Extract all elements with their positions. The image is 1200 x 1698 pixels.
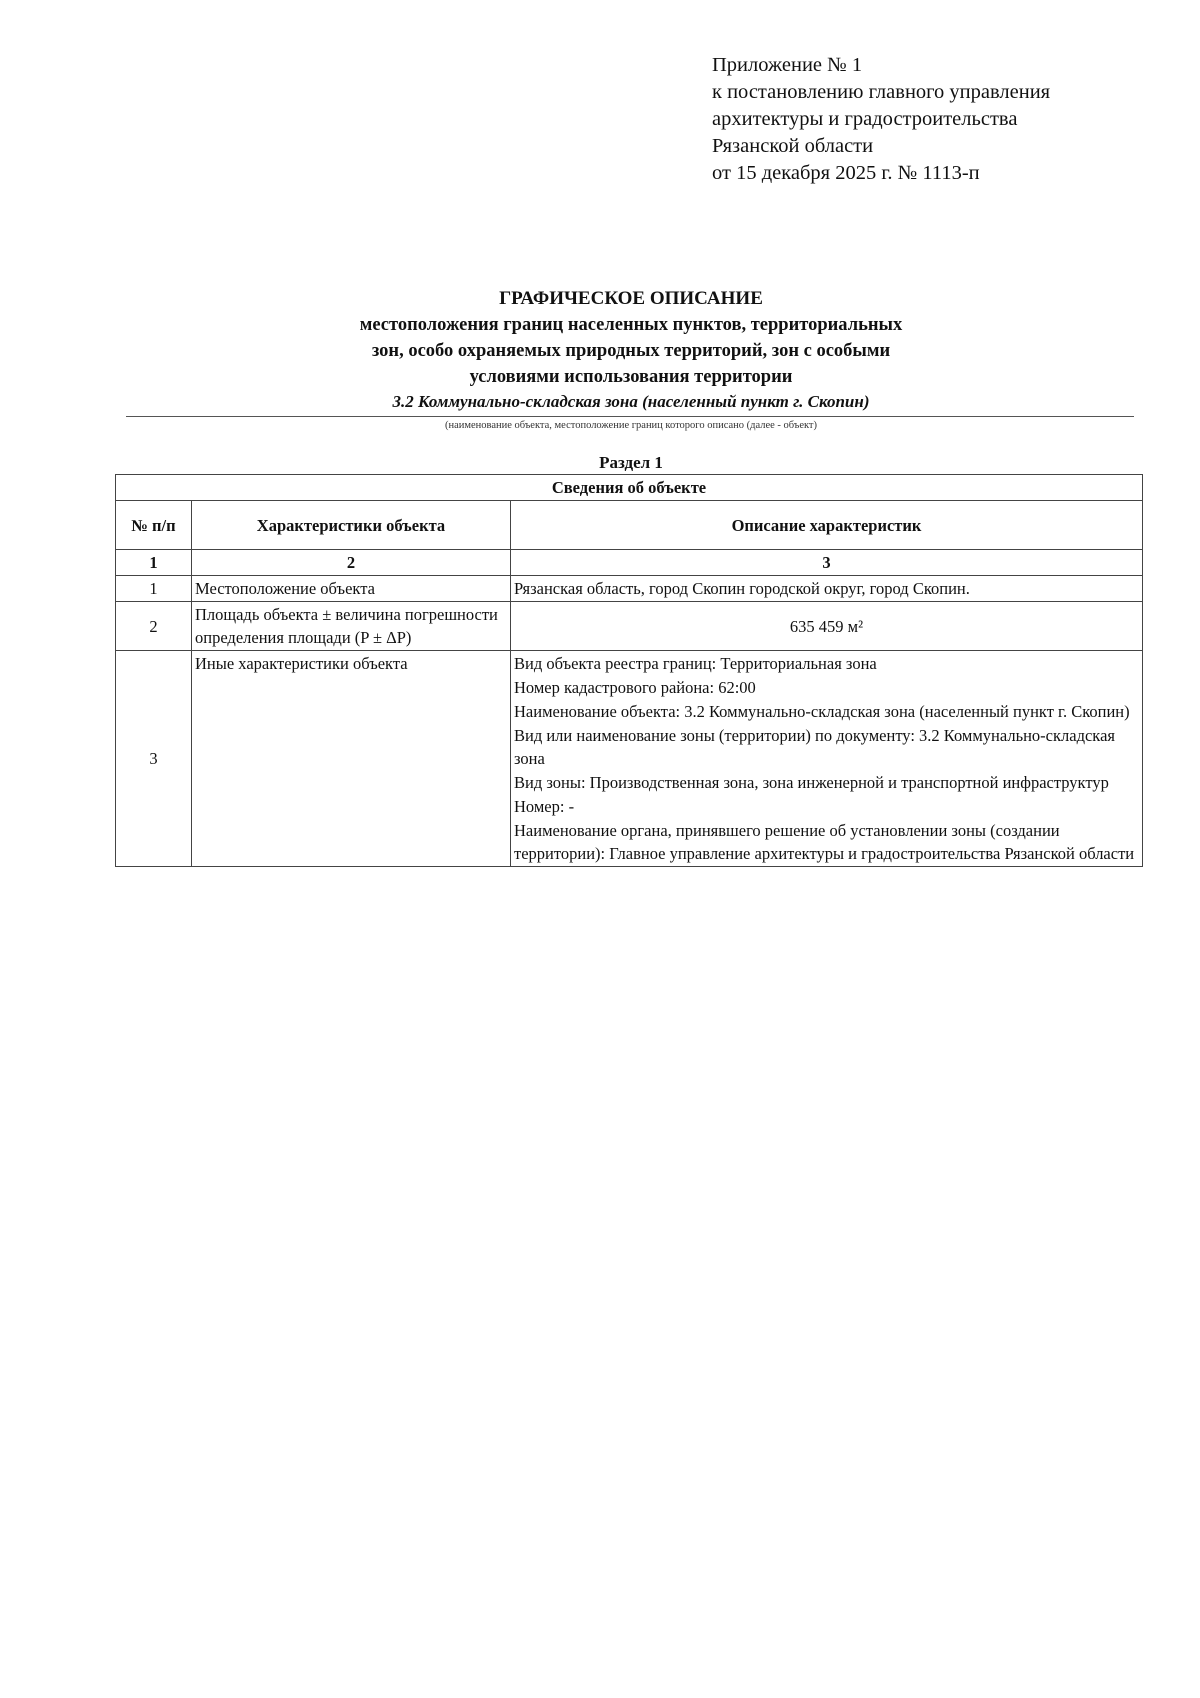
column-number-row [116,550,1143,576]
table-title: Сведения об объекте [116,475,1143,501]
column-number: 2 [192,550,511,576]
object-name: 3.2 Коммунально-складская зона (населенный пункт г. Скопин) [392,392,870,411]
description-line: Рязанская область, город Скопин городской округ, город Скопин. [514,579,970,598]
appendix-line: Приложение № 1 [712,54,863,76]
document-subtitle-line: условиями использования территории [469,367,793,387]
appendix-line: к постановлению главного управления [712,81,1051,103]
object-info-table [115,474,1143,867]
row-characteristic: Местоположение объекта [192,576,511,602]
divider [126,416,1134,417]
column-number: 1 [116,550,192,576]
appendix-line: архитектуры и градостроительства [712,108,1018,130]
description-line: Наименование органа, принявшего решение об установлении зоны (создании территории): Главное управление архитектуры и градостроительства Рязанской области [514,821,1135,863]
table-title-row [116,475,1143,501]
description-line: Номер кадастрового района: 62:00 [514,678,756,697]
description-line: Вид или наименование зоны (территории) по документу: 3.2 Коммунально-складская зона [514,726,1115,768]
header-description: Описание характеристик [511,501,1143,550]
row-num: 1 [116,576,192,602]
description-line: Вид зоны: Производственная зона, зона инженерной и транспортной инфраструктур [514,773,1109,792]
document-subtitle-line: зон, особо охраняемых природных территорий, зон с особыми [371,341,891,361]
table-row [116,602,1143,651]
table-row [116,651,1143,867]
document-title: ГРАФИЧЕСКОЕ ОПИСАНИЕ [499,288,763,309]
row-num: 3 [116,651,192,867]
column-number: 3 [511,550,1143,576]
row-description [511,602,1143,651]
header-num: № п/п [116,501,192,550]
description-line: Номер: - [514,797,575,816]
document-title-block [126,286,1136,390]
row-description [511,576,1143,602]
table-header-row [116,501,1143,550]
section-title: Раздел 1 [599,453,663,472]
table-row [116,576,1143,602]
description-line: Вид объекта реестра границ: Территориальная зона [514,654,877,673]
area-value: 635 459 м² [789,616,864,636]
appendix-line: Рязанской области [712,135,874,157]
header-characteristic: Характеристики объекта [192,501,511,550]
appendix-block [712,52,1050,187]
row-num: 2 [116,602,192,651]
row-characteristic: Площадь объекта ± величина погрешности определения площади (P ± ΔP) [192,602,511,651]
document-subtitle-line: местоположения границ населенных пунктов, территориальных [359,315,903,335]
description-line: Наименование объекта: 3.2 Коммунально-складская зона (населенный пункт г. Скопин) [514,702,1130,721]
appendix-line: от 15 декабря 2025 г. № 1113-п [712,162,980,184]
object-name-caption: (наименование объекта, местоположение границ которого описано (далее - объект) [444,420,818,431]
row-description [511,651,1143,867]
row-characteristic: Иные характеристики объекта [192,651,511,867]
